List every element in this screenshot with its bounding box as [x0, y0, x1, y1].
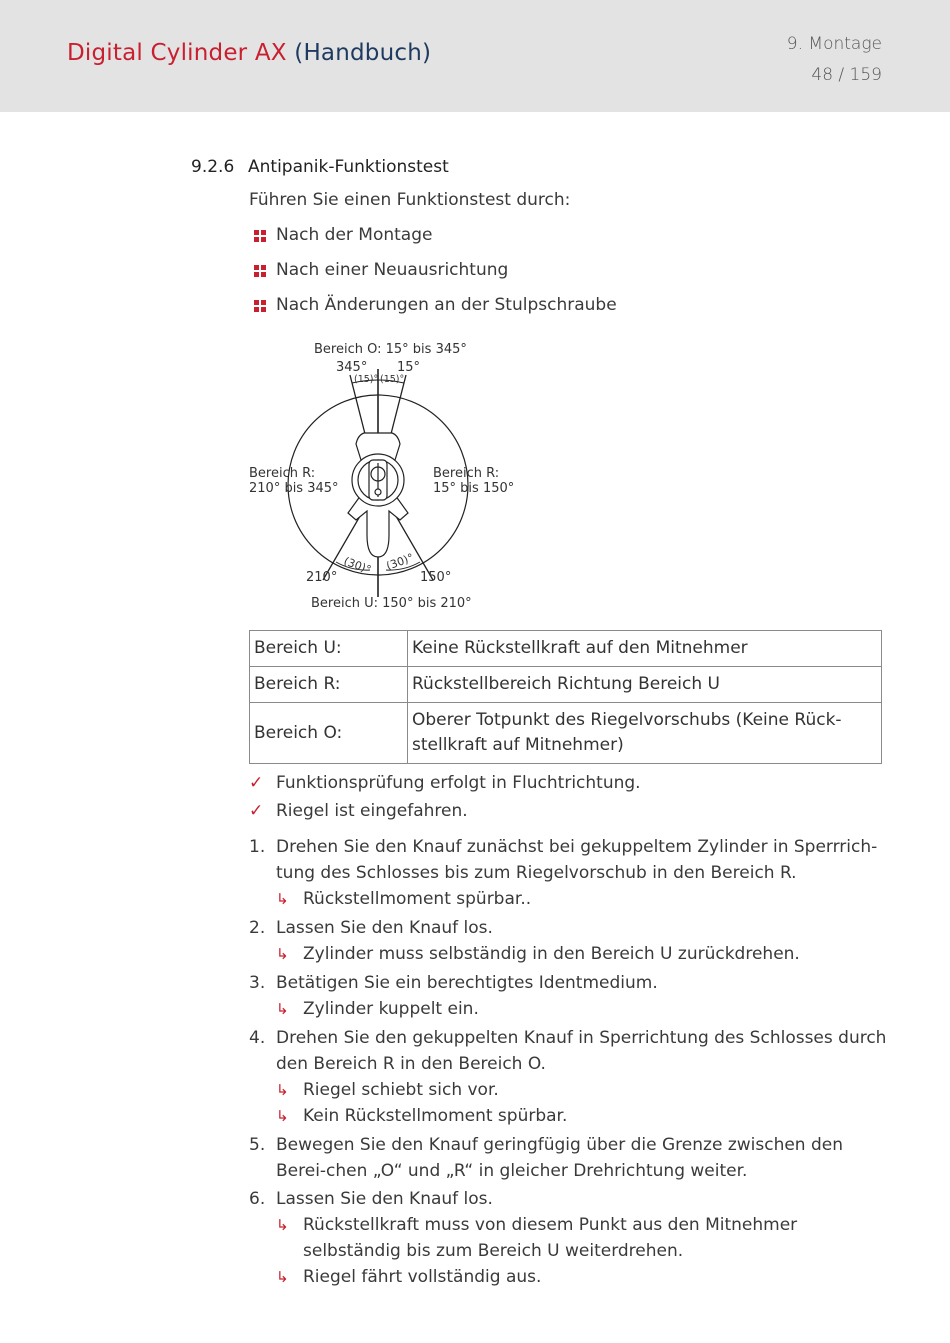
table-row — [250, 631, 882, 667]
result-arrow-icon: ↳ — [276, 945, 289, 963]
red-square-grid-icon — [254, 230, 266, 242]
label-bereich-r-right-1: Bereich R: — [433, 466, 500, 481]
result-text: Riegel fährt vollständig aus. — [303, 1267, 542, 1287]
table-row — [250, 703, 882, 764]
step-result — [276, 1265, 876, 1291]
document-title-brand: Digital Cylinder AX — [67, 40, 287, 66]
cylinder-profile-icon — [348, 433, 408, 557]
step-result — [276, 942, 876, 968]
red-square-grid-icon — [254, 265, 266, 277]
table-row — [250, 667, 882, 703]
step-number: 1. — [249, 837, 266, 857]
page-number: 48 / 159 — [811, 65, 882, 85]
precondition-text: Riegel ist eingefahren. — [276, 801, 468, 821]
precondition-text: Funktionsprüfung erfolgt in Fluchtrichtung. — [276, 773, 641, 793]
step-text: Drehen Sie den gekuppelten Knauf in Sperrichtung des Schlosses durch den Bereich R in den Bereich O. — [276, 1028, 887, 1074]
checkmark-icon: ✓ — [249, 773, 264, 793]
step-number: 2. — [249, 918, 266, 938]
bullet-text: Nach der Montage — [276, 225, 433, 245]
small-angle-right: (15)° — [380, 374, 405, 385]
chapter-label: 9. Montage — [786, 34, 882, 54]
table-value: Oberer Totpunkt des Riegelvorschubs (Keine Rück-stellkraft auf Mitnehmer) — [408, 703, 882, 764]
angle-210-label: 210° — [306, 570, 338, 585]
result-text: Rückstellkraft muss von diesem Punkt aus den Mitnehmer selbständig bis zum Bereich U weiterdrehen. — [303, 1215, 798, 1261]
document-title-kind: (Handbuch) — [294, 40, 432, 66]
step-item — [249, 835, 889, 886]
bullet-text: Nach einer Neuausrichtung — [276, 260, 509, 280]
small-angle-bottom-right: (30)° — [384, 550, 416, 573]
section-number: 9.2.6 — [191, 157, 235, 177]
label-bereich-r-left-1: Bereich R: — [249, 466, 316, 481]
result-arrow-icon: ↳ — [276, 1107, 289, 1125]
step-text: Drehen Sie den Knauf zunächst bei gekuppeltem Zylinder in Sperrrich-tung des Schlosses bis zum Riegelvorschub in den Bereich R. — [276, 837, 878, 883]
label-bereich-r-left-2: 210° bis 345° — [249, 481, 339, 496]
section-heading — [191, 157, 449, 177]
red-square-grid-icon — [254, 300, 266, 312]
label-bereich-r-right-2: 15° bis 150° — [433, 481, 515, 496]
result-text: Rückstellmoment spürbar.. — [303, 889, 532, 909]
result-arrow-icon: ↳ — [276, 1000, 289, 1018]
step-number: 5. — [249, 1135, 266, 1155]
step-result — [276, 997, 876, 1023]
label-bereich-u: Bereich U: 150° bis 210° — [311, 596, 472, 611]
step-result — [276, 1078, 876, 1104]
step-text: Lassen Sie den Knauf los. — [276, 1189, 493, 1209]
step-number: 4. — [249, 1028, 266, 1048]
table-value: Rückstellbereich Richtung Bereich U — [408, 667, 882, 703]
step-text: Lassen Sie den Knauf los. — [276, 918, 493, 938]
step-item — [249, 1187, 889, 1213]
step-item — [249, 1026, 889, 1077]
step-item — [249, 1133, 889, 1184]
angle-345-label: 345° — [336, 360, 368, 375]
result-arrow-icon: ↳ — [276, 890, 289, 908]
step-number: 3. — [249, 973, 266, 993]
step-number: 6. — [249, 1189, 266, 1209]
cylinder-range-diagram — [240, 335, 530, 620]
step-text: Betätigen Sie ein berechtigtes Identmedium. — [276, 973, 658, 993]
result-arrow-icon: ↳ — [276, 1268, 289, 1286]
section-intro: Führen Sie einen Funktionstest durch: — [249, 190, 571, 210]
result-text: Kein Rückstellmoment spürbar. — [303, 1106, 568, 1126]
bullet-text: Nach Änderungen an der Stulpschraube — [276, 295, 617, 315]
result-arrow-icon: ↳ — [276, 1081, 289, 1099]
range-table — [249, 630, 882, 764]
label-bereich-o: Bereich O: 15° bis 345° — [314, 342, 467, 357]
table-key: Bereich R: — [250, 667, 408, 703]
step-result — [276, 887, 876, 913]
document-title — [67, 40, 431, 66]
step-result — [276, 1104, 876, 1130]
section-title: Antipanik-Funktionstest — [248, 157, 449, 177]
step-item — [249, 971, 889, 997]
checkmark-icon: ✓ — [249, 801, 264, 821]
result-text: Zylinder kuppelt ein. — [303, 999, 479, 1019]
angle-150-label: 150° — [420, 570, 452, 585]
step-result — [276, 1213, 876, 1264]
table-key: Bereich O: — [250, 703, 408, 764]
result-text: Zylinder muss selbständig in den Bereich U zurückdrehen. — [303, 944, 800, 964]
result-arrow-icon: ↳ — [276, 1216, 289, 1234]
page-header — [0, 0, 950, 112]
result-text: Riegel schiebt sich vor. — [303, 1080, 499, 1100]
table-value: Keine Rückstellkraft auf den Mitnehmer — [408, 631, 882, 667]
angle-15-label: 15° — [397, 360, 421, 375]
header-meta — [787, 29, 882, 91]
step-text: Bewegen Sie den Knauf geringfügig über die Grenze zwischen den Berei-chen „O“ und „R“ in gleicher Drehrichtung weiter. — [276, 1135, 844, 1181]
small-angle-left: (15)° — [354, 374, 379, 385]
small-angle-bottom-left: (30)° — [341, 554, 373, 577]
step-item — [249, 916, 889, 942]
table-key: Bereich U: — [250, 631, 408, 667]
